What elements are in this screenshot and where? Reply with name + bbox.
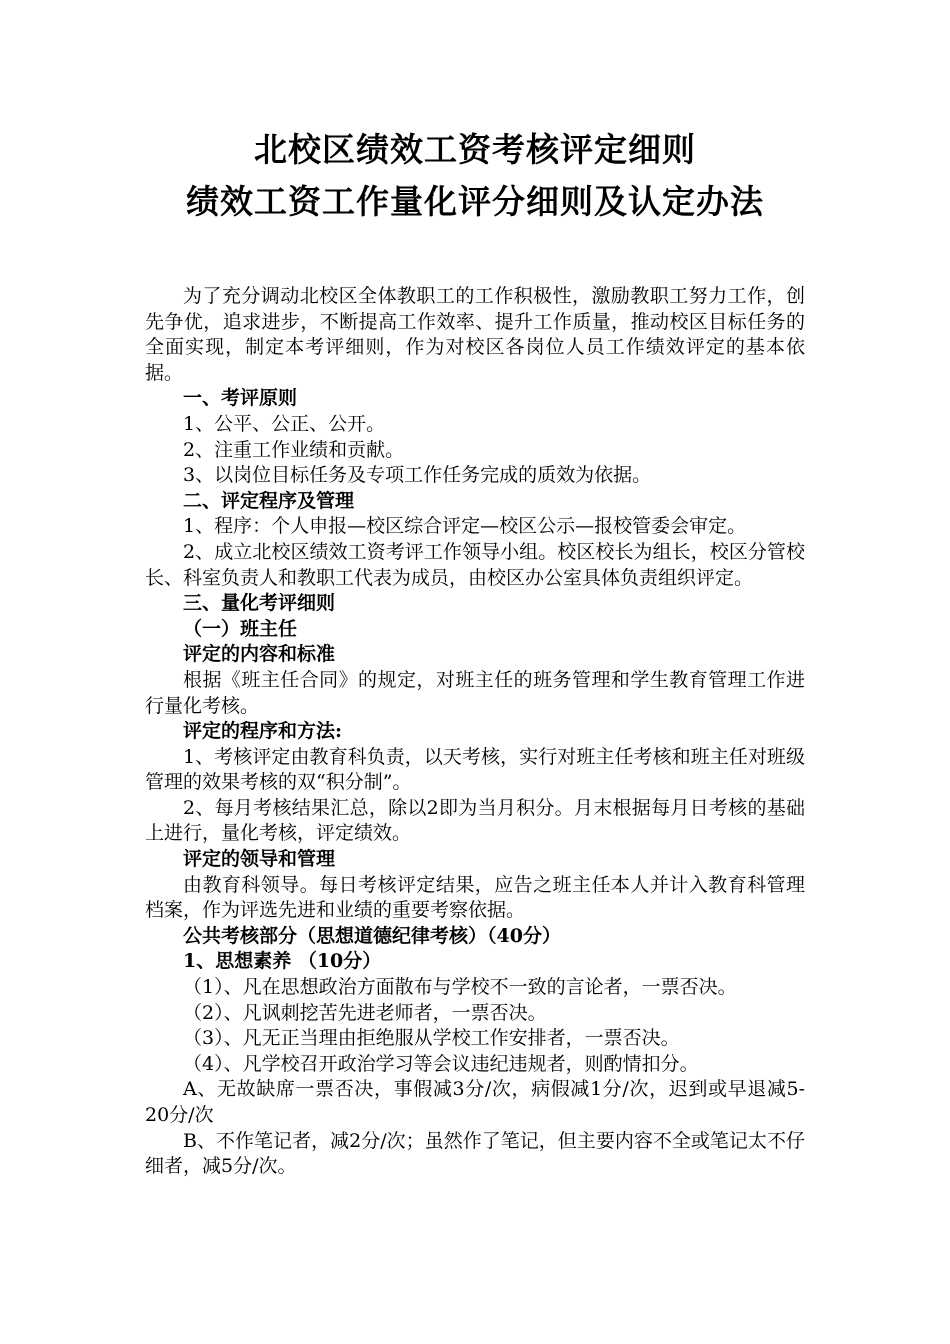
section-heading: 评定的领导和管理 xyxy=(183,848,336,871)
section-heading: 二、评定程序及管理 xyxy=(183,489,355,512)
paragraph: A、无故缺席一票否决，事假减3分/次，病假减1分/次，迟到或早退减5-20分/次 xyxy=(145,1078,805,1126)
document-body xyxy=(145,284,805,1180)
section-heading: 评定的程序和方法: xyxy=(183,720,343,743)
paragraph: 2、每月考核结果汇总，除以2即为当月积分。月末根据每月日考核的基础上进行，量化考核，评定绩效。 xyxy=(145,796,805,845)
section-heading: 公共考核部分（思想道德纪律考核）（40分） xyxy=(183,924,561,947)
paragraph: 1、公平、公正、公开。 xyxy=(183,412,386,435)
paragraph: B、不作笔记者，减2分/次；虽然作了笔记，但主要内容不全或笔记太不仔细者，减5分/次。 xyxy=(145,1129,805,1178)
paragraph: 2、注重工作业绩和贡献。 xyxy=(183,438,405,461)
paragraph: 为了充分调动北校区全体教职工的工作积极性，激励教职工努力工作，创先争优，追求进步，不断提高工作效率、提升工作质量，推动校区目标任务的全面实现，制定本考评细则，作为对校区各岗位人员工作绩效评定的基本依据。 xyxy=(145,285,805,384)
section-heading: （一）班主任 xyxy=(183,617,298,640)
section-heading: 三、量化考评细则 xyxy=(183,592,336,615)
paragraph: 1、考核评定由教育科负责，以天考核，实行对班主任考核和班主任对班级管理的效果考核的双“积分制”。 xyxy=(145,745,805,794)
paragraph: 根据《班主任合同》的规定，对班主任的班务管理和学生教育管理工作进行量化考核。 xyxy=(145,668,805,717)
section-heading: 评定的内容和标准 xyxy=(183,643,336,666)
paragraph: 3、以岗位目标任务及专项工作任务完成的质效为依据。 xyxy=(183,464,652,487)
paragraph: 1、程序：个人申报—校区综合评定—校区公示—报校管委会审定。 xyxy=(183,515,747,538)
document-subtitle: 绩效工资工作量化评分细则及认定办法 xyxy=(186,182,764,221)
paragraph: （4）、凡学校召开政治学习等会议违纪违规者，则酌情扣分。 xyxy=(183,1052,699,1075)
section-heading: 1、思想素养 （10分） xyxy=(183,950,382,973)
paragraph: （1）、凡在思想政治方面散布与学校不一致的言论者，一票否决。 xyxy=(183,976,737,999)
section-heading: 一、考评原则 xyxy=(183,387,298,410)
paragraph: （2）、凡讽刺挖苦先进老师者，一票否决。 xyxy=(183,1001,547,1024)
paragraph: （3）、凡无正当理由拒绝服从学校工作安排者，一票否决。 xyxy=(183,1027,680,1050)
paragraph: 由教育科领导。每日考核评定结果，应告之班主任本人并计入教育科管理档案，作为评选先进和业绩的重要考察依据。 xyxy=(145,873,805,922)
document-title: 北校区绩效工资考核评定细则 xyxy=(254,130,696,169)
paragraph: 2、成立北校区绩效工资考评工作领导小组。校区校长为组长，校区分管校长、科室负责人和教职工代表为成员，由校区办公室具体负责组织评定。 xyxy=(145,540,805,589)
